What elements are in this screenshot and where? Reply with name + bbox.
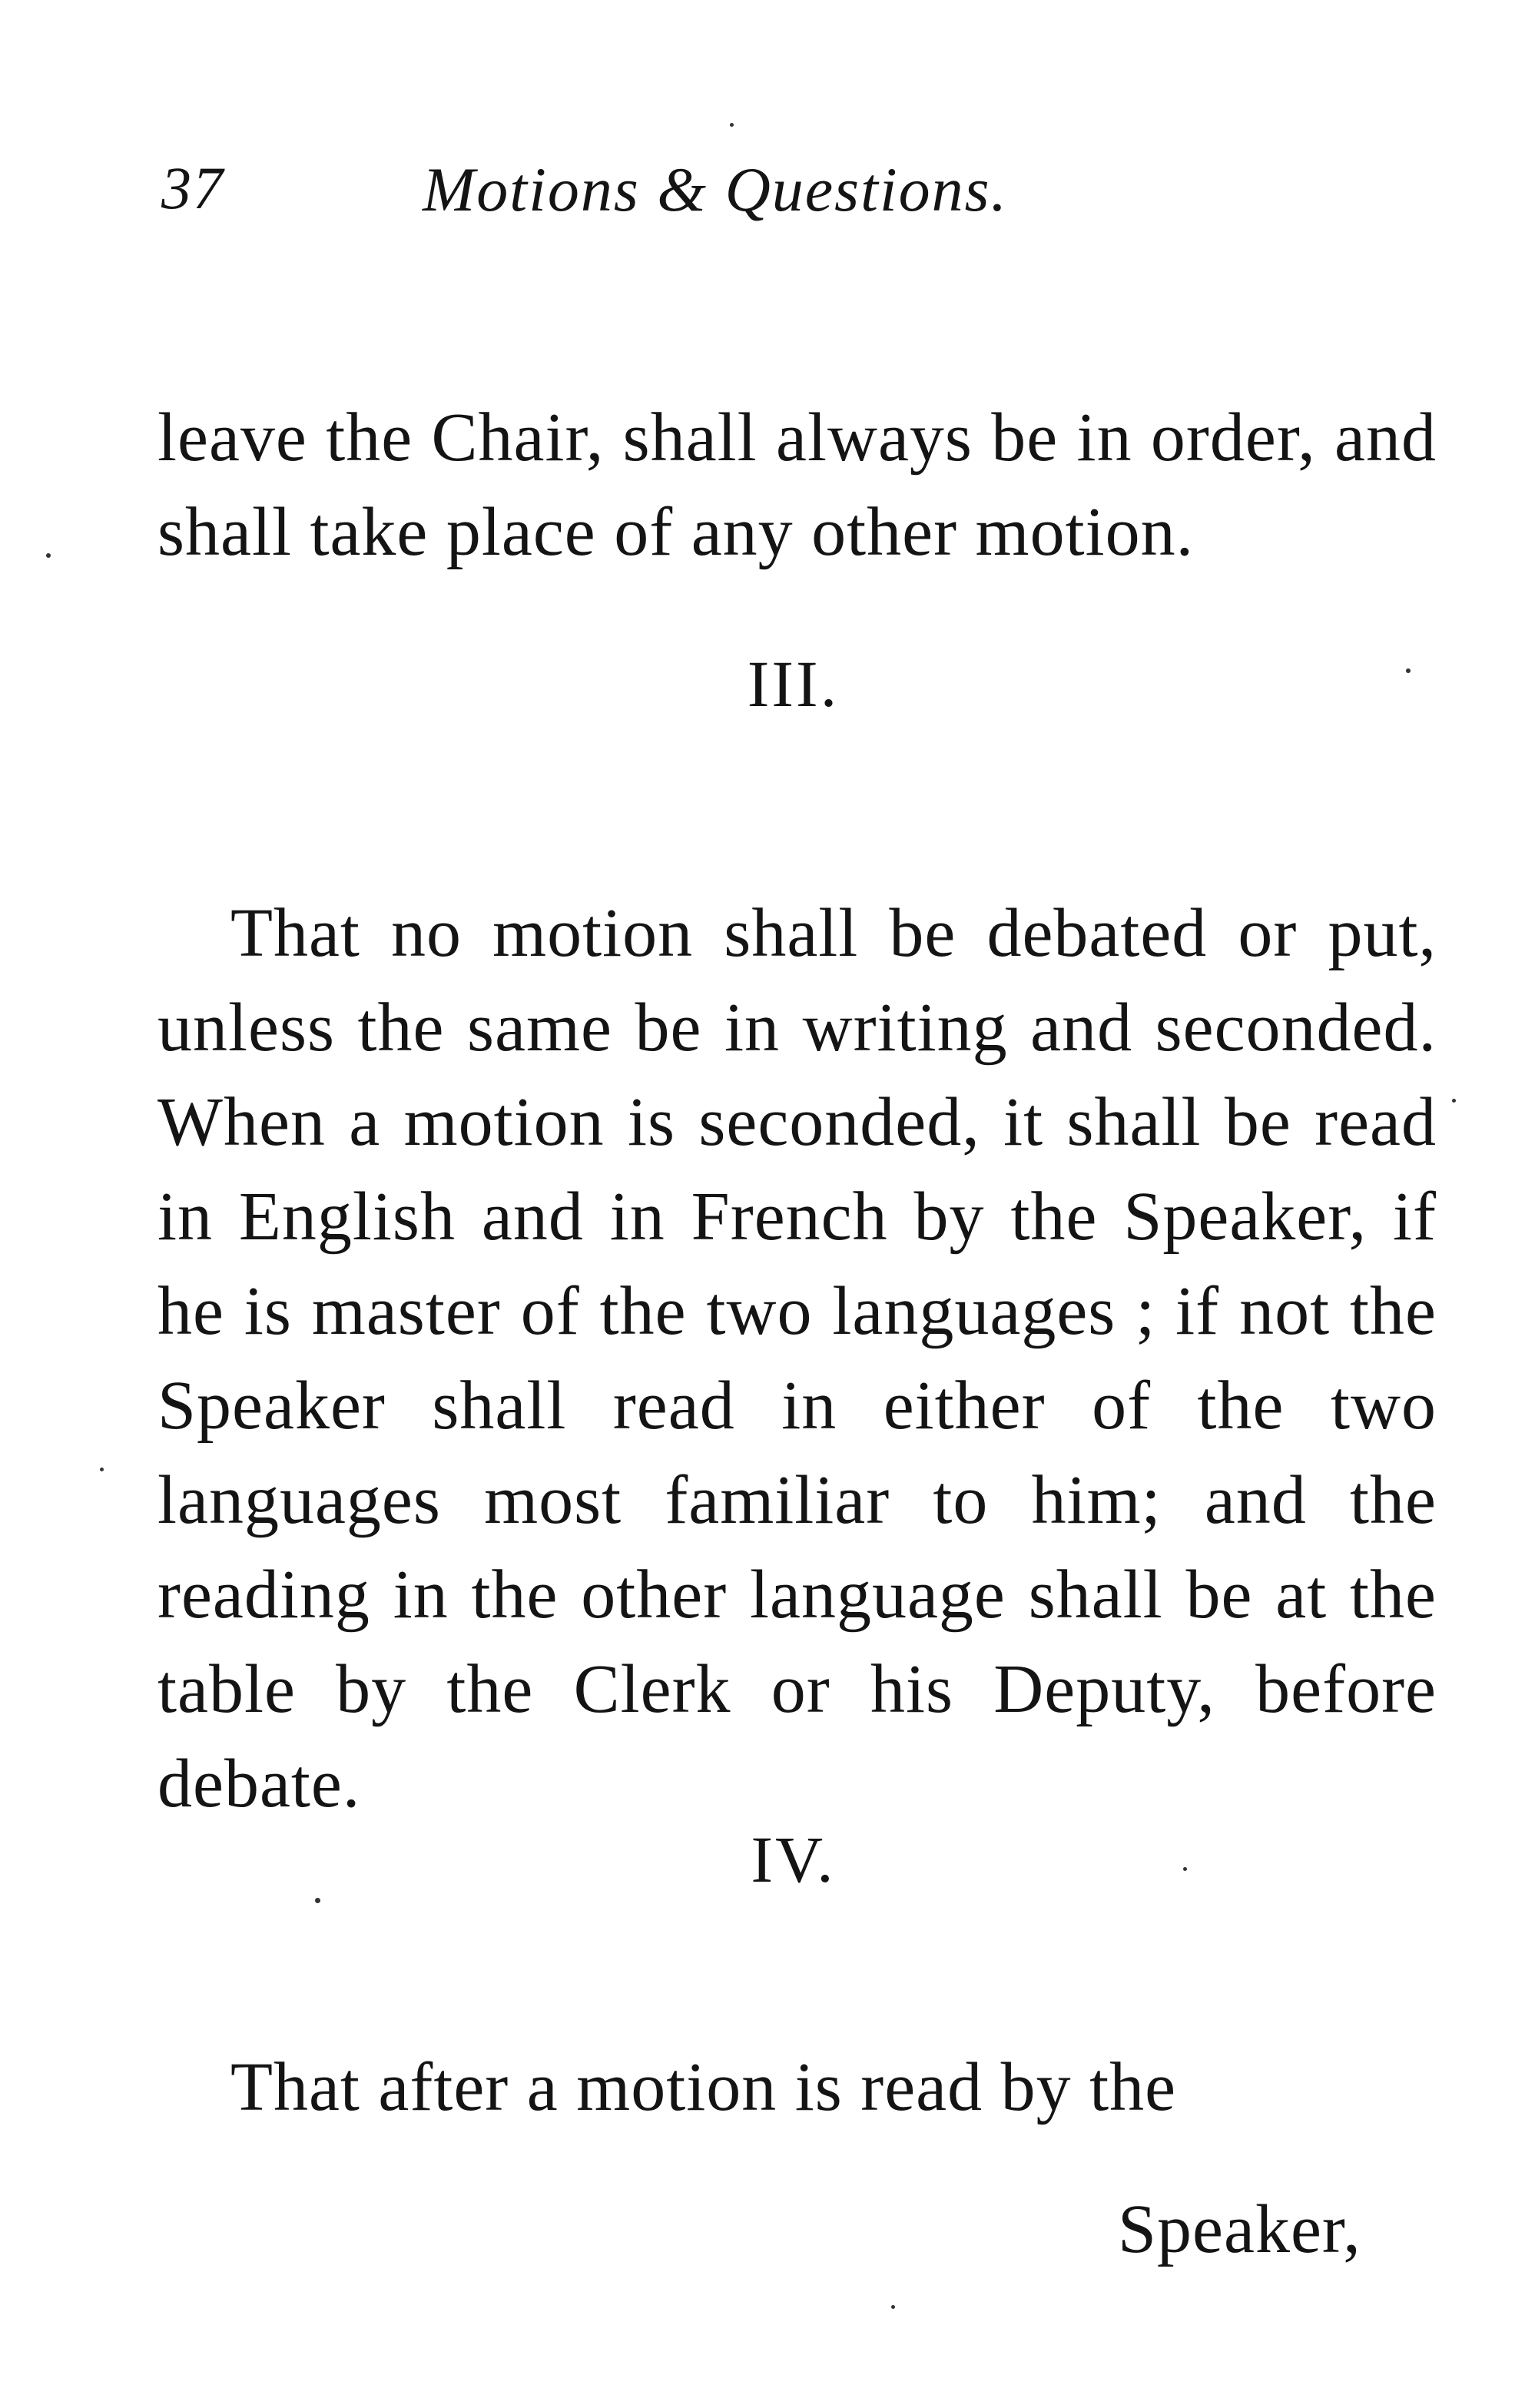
catchword: Speaker,	[1118, 2191, 1361, 2267]
paper-speck	[1406, 668, 1411, 673]
page-number: 37	[161, 154, 224, 221]
section-heading-3: III.	[747, 647, 840, 721]
paper-speck	[46, 553, 51, 558]
paper-speck	[1452, 1099, 1456, 1103]
paragraph-rule-3: That no motion shall be debated or put, unless the same be in writing and seconded. When a motion is seconded, it shall be read in English and in French by the Speaker, if he is master of the two languages ; if not the Speaker shall read in either of the two languages most familiar to him; and the reading in the other language shall be at the table by the Clerk or his Deputy, before debate.	[157, 895, 1437, 1822]
paper-speck	[891, 2305, 895, 2309]
section-heading-4: IV.	[751, 1823, 836, 1896]
paragraph-rule-4: That after a motion is read by the	[230, 2049, 1177, 2125]
paper-speck	[100, 1468, 104, 1471]
paper-speck	[730, 123, 734, 127]
paragraph-continuation: leave the Chair, shall always be in order, and shall take place of any other motion.	[157, 400, 1437, 570]
paper-speck	[1183, 1867, 1187, 1871]
paper-speck	[315, 1898, 320, 1903]
page-header	[161, 154, 1314, 238]
running-head: Motions & Questions.	[423, 154, 1009, 224]
